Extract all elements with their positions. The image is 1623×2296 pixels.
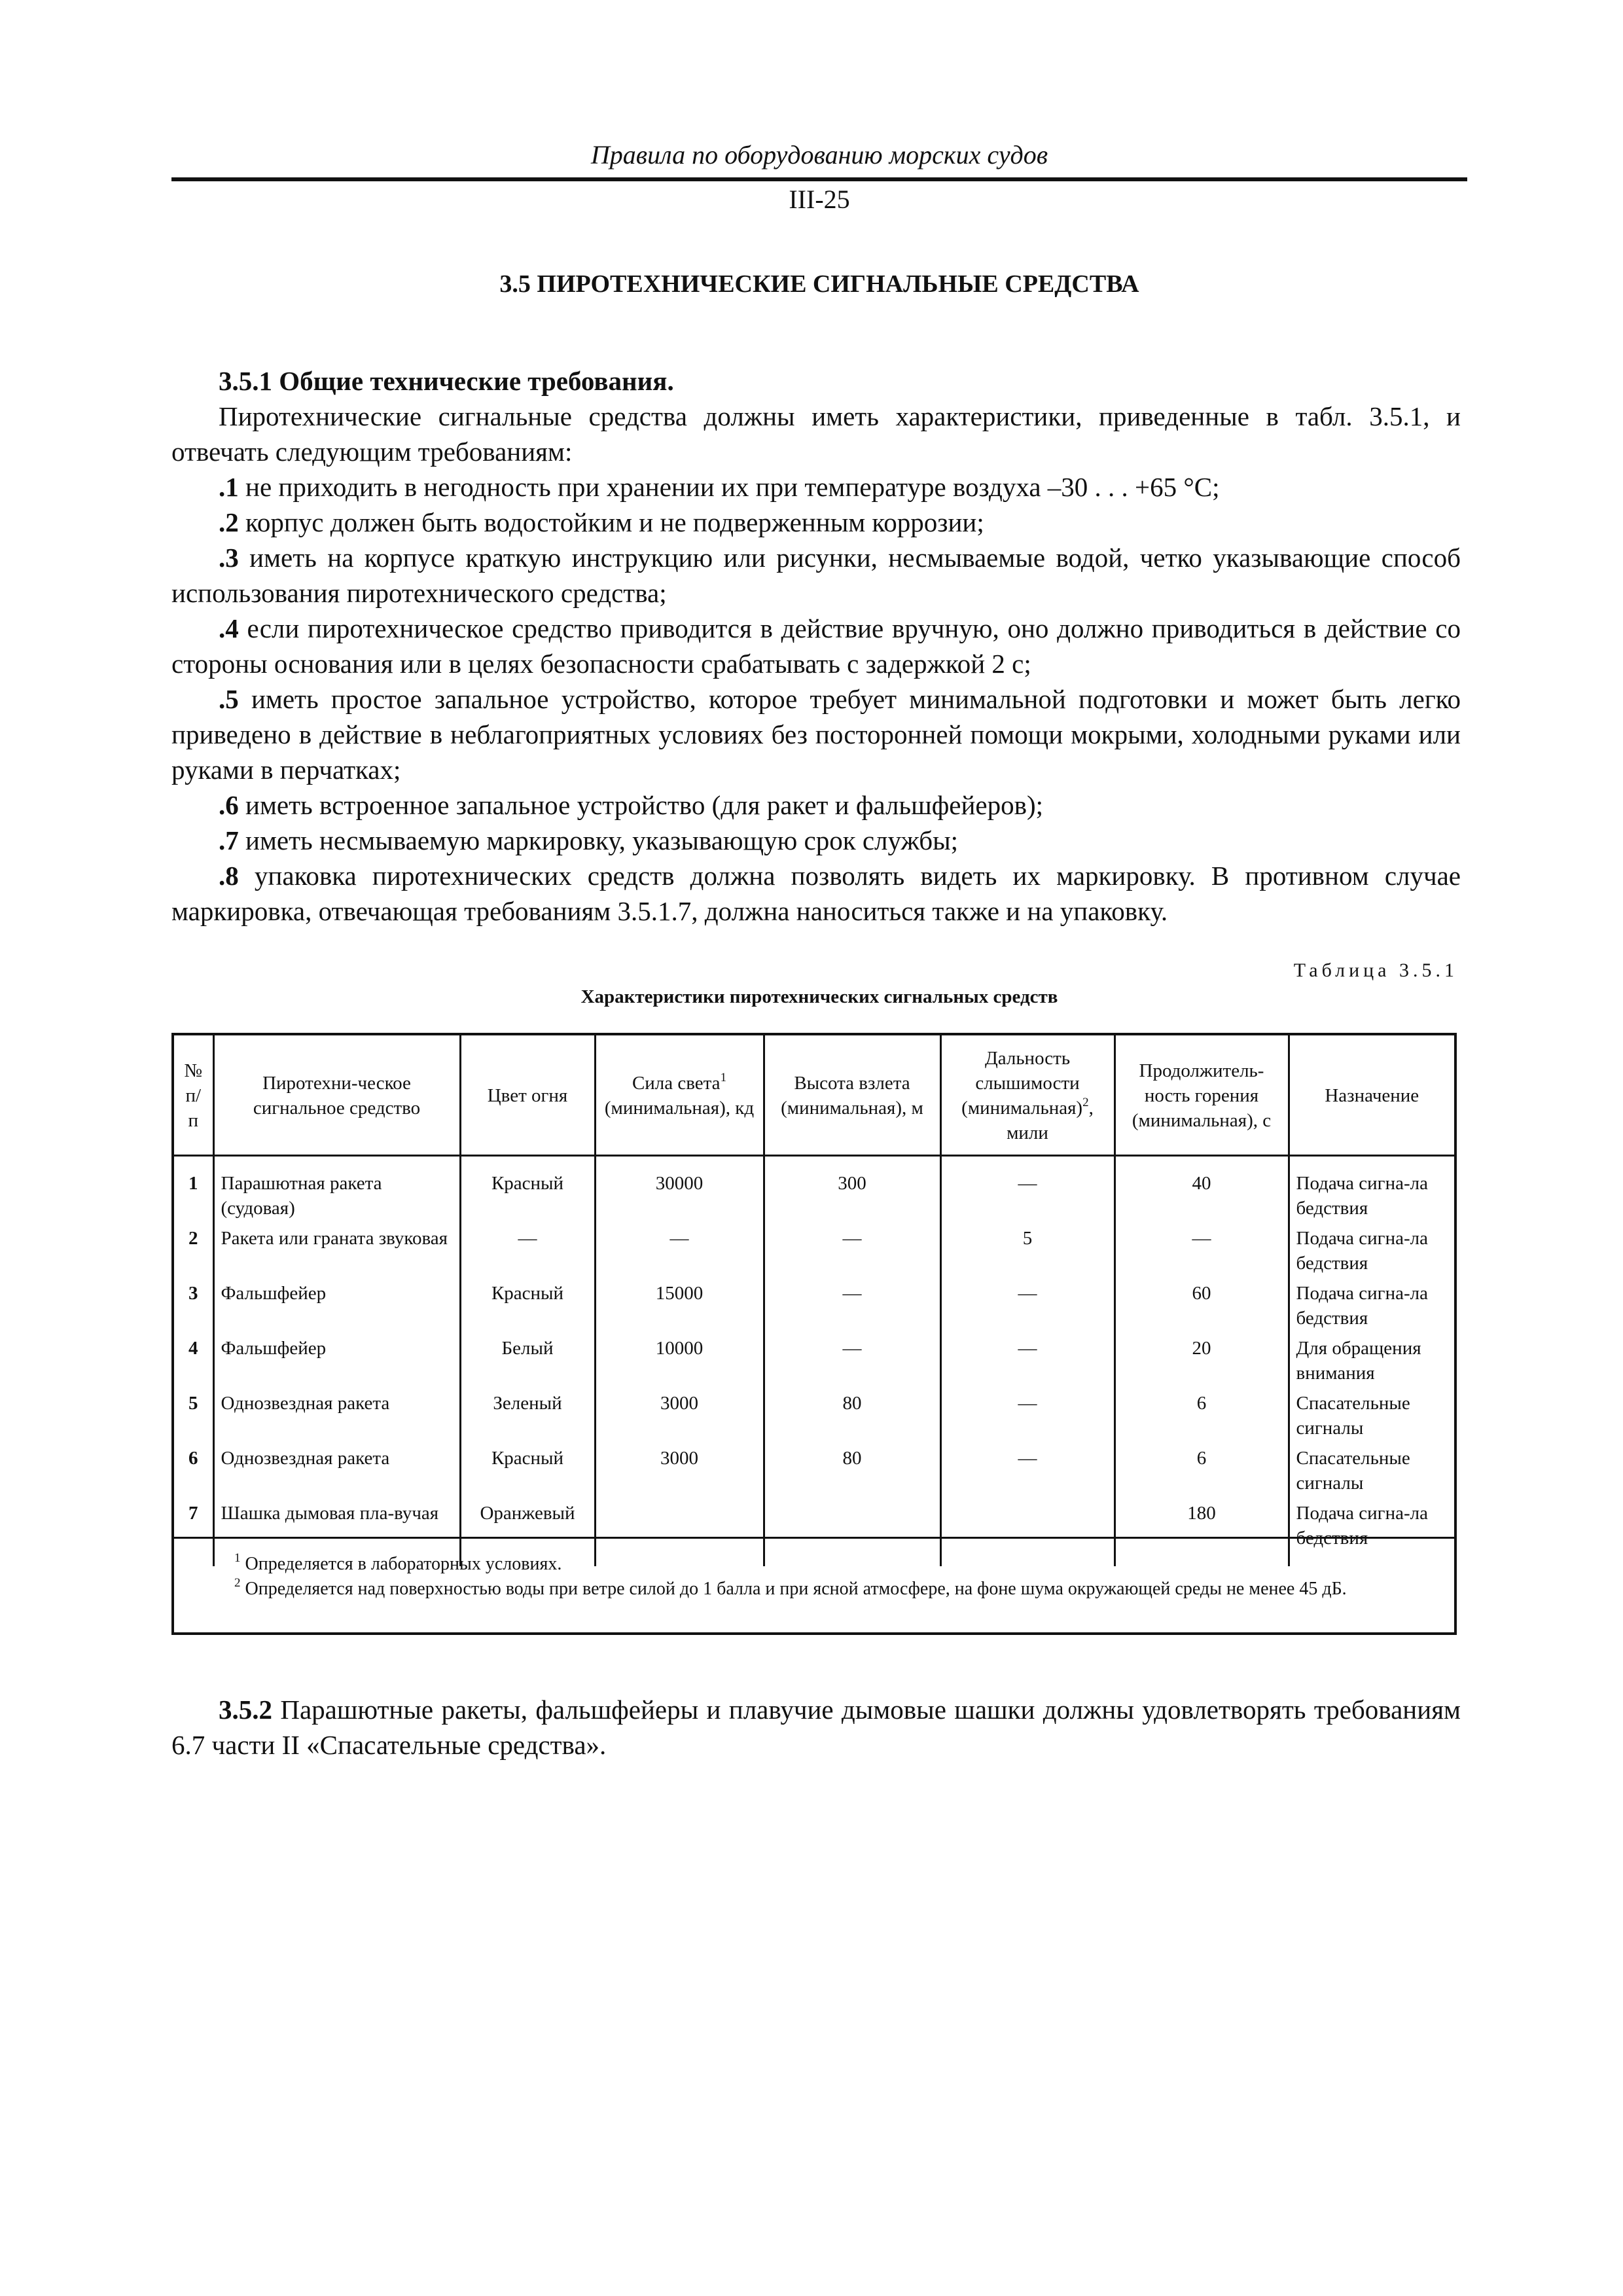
col-header-color: Цвет огня xyxy=(460,1035,595,1156)
footnote: $^1$ Определяется в лабораторных условиях. xyxy=(234,1551,562,1574)
requirement-item: .5 иметь простое запальное устройство, которое требует минимальной подготовки и может быть легко приведено в действие в неблагоприятных условиях без посторонней помощи мокрыми, холодными руками или руками в перчатках; xyxy=(171,684,1461,785)
table-label: Таблица 3.5.1 xyxy=(1293,960,1458,981)
col-header-num: № п/п xyxy=(174,1035,213,1156)
running-title: Правила по оборудованию морских судов xyxy=(590,140,1048,170)
table-row: 4 Фальшфейер Белый 10000 — — 20 Для обращения внимания xyxy=(174,1333,1454,1388)
table-caption: Характеристики пиротехнических сигнальных средств xyxy=(580,986,1058,1007)
section-title: 3.5 ПИРОТЕХНИЧЕСКИЕ СИГНАЛЬНЫЕ СРЕДСТВА xyxy=(499,270,1139,298)
col-header-device: Пиротехни-ческое сигнальное средство xyxy=(213,1035,460,1156)
col-header-duration: Продолжитель-ность горения (минимальная), с xyxy=(1115,1035,1289,1156)
table-row: 2 Ракета или граната звуковая — — — 5 — Подача сигна-ла бедствия xyxy=(174,1223,1454,1278)
header-rule xyxy=(171,177,1467,181)
requirement-item: .4 если пиротехническое средство приводится в действие вручную, оно должно приводиться в действие со стороны основания или в целях безопасности срабатывать с задержкой 2 с; xyxy=(171,613,1461,679)
table-header-row xyxy=(174,1035,1454,1156)
subsection-title: 3.5.1 Общие технические требования. xyxy=(219,366,674,396)
requirement-item: .2 корпус должен быть водостойким и не подверженным коррозии; xyxy=(219,507,984,537)
characteristics-table xyxy=(171,1033,1457,1635)
table-row: 7 Шашка дымовая пла-вучая Оранжевый 180 Подача сигна-ла бедствия xyxy=(174,1498,1454,1566)
table-footnotes xyxy=(174,1537,1454,1602)
col-header-range: Дальность слышимости (минимальная)$^2$, мили xyxy=(940,1035,1115,1156)
col-header-purpose: Назначение xyxy=(1289,1035,1454,1156)
footnote: $^2$ Определяется над поверхностью воды при ветре силой до 1 балла и при ясной атмосфере, на фоне шума окружающей среды не менее 45 дБ. xyxy=(234,1576,1347,1599)
requirement-item: .8 упаковка пиротехнических средств должна позволять видеть их маркировку. В противном случае маркировка, отвечающая требованиям 3.5.1.7, должна наноситься также и на упаковку. xyxy=(171,861,1461,926)
table-row: 3 Фальшфейер Красный 15000 — — 60 Подача сигна-ла бедствия xyxy=(174,1278,1454,1333)
table-row: 1 Парашютная ракета (судовая) Красный 30000 300 — 40 Подача сигна-ла бедствия xyxy=(174,1156,1454,1224)
page-number: III-25 xyxy=(789,185,850,214)
closing-paragraph: 3.5.2 Парашютные ракеты, фальшфейеры и плавучие дымовые шашки должны удовлетворять требованиям 6.7 части II «Спасательные средства». xyxy=(171,1695,1461,1760)
requirement-item: .3 иметь на корпусе краткую инструкцию или рисунки, несмываемые водой, четко указывающие способ использования пиротехнического средства; xyxy=(171,543,1461,608)
table-row: 6 Однозвездная ракета Красный 3000 80 — 6 Спасательные сигналы xyxy=(174,1443,1454,1498)
intro-paragraph: Пиротехнические сигнальные средства должны иметь характеристики, приведенные в табл. 3.5.1, и отвечать следующим требованиям: xyxy=(171,401,1461,467)
requirement-item: .6 иметь встроенное запальное устройство (для ракет и фальшфейеров); xyxy=(219,790,1044,820)
section-body xyxy=(171,363,1461,929)
requirement-item: .1 не приходить в негодность при хранении их при температуре воздуха –30 . . . +65 °С; xyxy=(219,472,1220,502)
col-header-height: Высота взлета (минимальная), м xyxy=(764,1035,940,1156)
table-row: 5 Однозвездная ракета Зеленый 3000 80 — 6 Спасательные сигналы xyxy=(174,1388,1454,1443)
col-header-intensity: Сила света$^1$ (минимальная), кд xyxy=(595,1035,764,1156)
requirement-item: .7 иметь несмываемую маркировку, указывающую срок службы; xyxy=(219,825,959,855)
